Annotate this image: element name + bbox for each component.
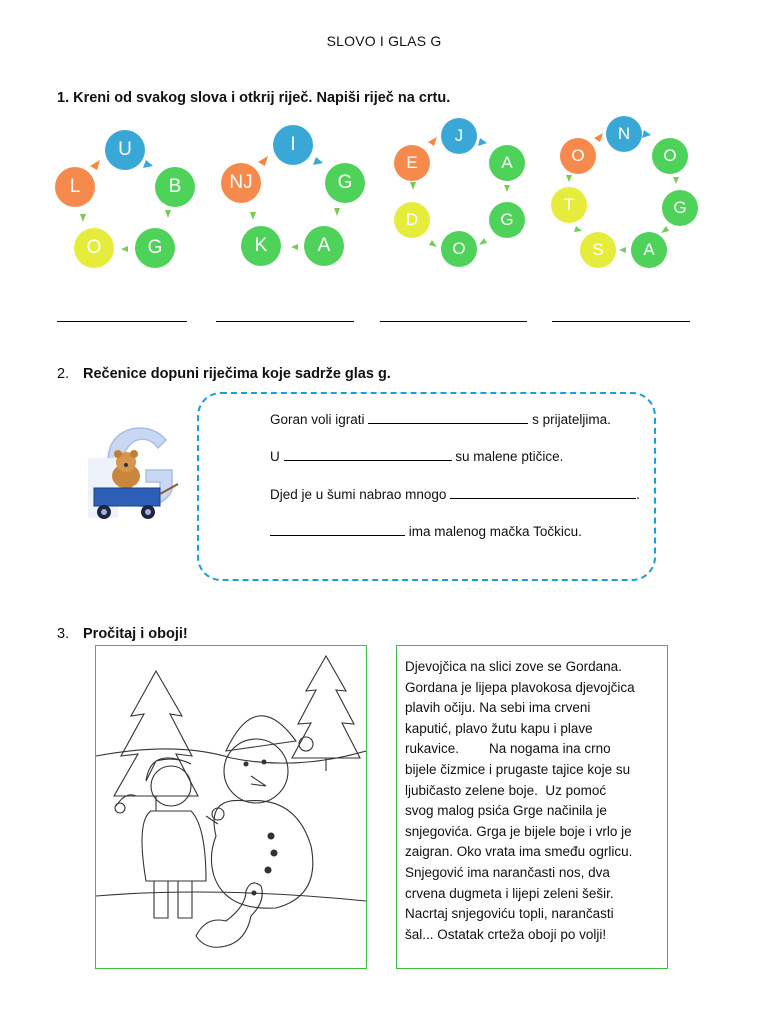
wheel-letter: O: [560, 138, 596, 174]
wheel-letter: G: [489, 202, 525, 238]
arrow-icon: [80, 130, 679, 253]
story-line: crvena dugmeta i lijepi zeleni šešir.: [405, 885, 614, 901]
answer-blank-4[interactable]: [552, 313, 690, 322]
answer-blank-2[interactable]: [216, 313, 354, 322]
wheel-letter: K: [241, 226, 281, 266]
letter-g-bear-image: [88, 418, 188, 528]
letter-wheels: [0, 0, 768, 300]
story-line: Nacrtaj snjegoviću topli, narančasti: [405, 906, 614, 922]
story-line: zaigran. Oko vrata ima smeđu ogrlicu.: [405, 844, 633, 860]
wheel-letter: O: [74, 228, 114, 268]
sentence-1-before: Goran voli igrati: [270, 412, 365, 427]
sentence-2-after: su malene ptičice.: [455, 449, 564, 464]
story-line: bijele čizmice i prugaste tajice koje su: [405, 761, 631, 777]
story-line: Snjegović ima narančasti nos, dva: [405, 864, 610, 880]
sentence-1-after: s prijateljima.: [532, 412, 611, 427]
wheel-letter: D: [394, 202, 430, 238]
sentence-1: [270, 411, 611, 427]
story-line: snjegovića. Grga je bijele boje i vrlo je: [405, 823, 632, 839]
task2-heading: Rečenice dopuni riječima koje sadrže glas g.: [83, 366, 391, 382]
wheel-letter: G: [325, 163, 365, 203]
wheel-letter: J: [441, 118, 477, 154]
story-line: ljubičasto zelene boje. Uz pomoć: [405, 782, 607, 798]
wheel-letter: G: [135, 228, 175, 268]
page-title: SLOVO I GLAS G: [326, 33, 442, 49]
task3-number: 3.: [57, 626, 70, 642]
wheel-letter: A: [631, 232, 667, 268]
sentence-2-blank[interactable]: [284, 448, 452, 461]
task1-heading: 1. Kreni od svakog slova i otkrij riječ. Napiši riječ na crtu.: [57, 90, 451, 106]
story-line: Djevojčica na slici zove se Gordana.: [405, 659, 622, 674]
story-line: šal... Ostatak crteža oboji po volji!: [405, 926, 607, 942]
wheel-letter: G: [662, 190, 698, 226]
sentence-3-blank[interactable]: [450, 486, 636, 499]
sentence-2: [270, 448, 563, 464]
sentence-4-after: ima malenog mačka Točkicu.: [408, 524, 582, 539]
answer-blank-3[interactable]: [380, 313, 527, 322]
answer-blank-1[interactable]: [57, 313, 187, 322]
coloring-picture: [95, 645, 367, 969]
sentence-3: [270, 486, 640, 502]
story-line: plavih očiju. Na sebi ima crveni: [405, 700, 591, 716]
wheel-letter: U: [105, 130, 145, 170]
wheel-letter: B: [155, 167, 195, 207]
wheel-letter: T: [551, 187, 587, 223]
story-text: [405, 657, 660, 945]
wheel-letter: NJ: [221, 163, 261, 203]
wheel-letter: A: [489, 145, 525, 181]
wheel-letter: L: [55, 167, 95, 207]
wheel-letter: I: [273, 125, 313, 165]
sentence-3-before: Djed je u šumi nabrao mnogo: [270, 487, 447, 502]
wheel-letter: A: [304, 226, 344, 266]
wheel-arrows: [0, 0, 768, 300]
task2-number: 2.: [57, 366, 70, 382]
sentence-4-blank[interactable]: [270, 523, 405, 536]
wheel-letter: E: [394, 145, 430, 181]
sentence-2-before: U: [270, 449, 280, 464]
sentence-3-after: .: [636, 487, 640, 502]
sentence-1-blank[interactable]: [368, 411, 528, 424]
wheel-letter: O: [652, 138, 688, 174]
task3-heading: Pročitaj i oboji!: [83, 626, 188, 642]
story-line: svog malog psića Grge načinila je: [405, 803, 607, 819]
sentence-4: [270, 523, 582, 539]
wheel-letter: S: [580, 232, 616, 268]
story-line: Gordana je lijepa plavokosa djevojčica: [405, 679, 635, 695]
story-line: rukavice. Na nogama ina crno: [405, 741, 611, 757]
wheel-letter: N: [606, 116, 642, 152]
story-line: kaputić, plavo žutu kapu i plave: [405, 720, 593, 736]
wheel-letter: O: [441, 231, 477, 267]
